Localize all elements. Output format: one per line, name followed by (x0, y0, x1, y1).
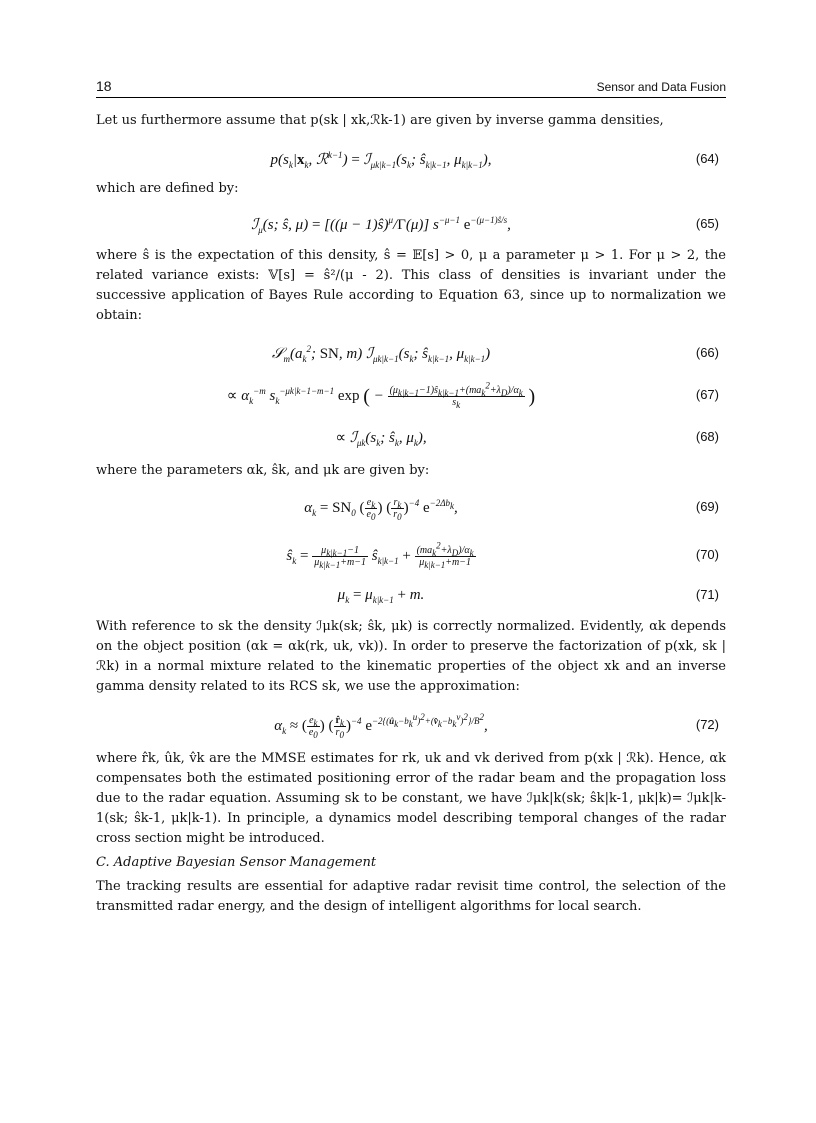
paragraph-2: which are defined by: (96, 181, 239, 196)
section-heading: C. Adaptive Bayesian Sensor Management (96, 855, 377, 870)
equation-number: (67) (695, 387, 719, 402)
equation-number: (66) (695, 345, 719, 360)
page-header (96, 78, 726, 98)
paragraph-4: where the parameters αk, ŝk, and μk are given by: (96, 463, 430, 478)
paragraph-3: where ŝ is the expectation of this density, ŝ = 𝔼[s] > 0, μ a parameter μ > 1. For μ > 2, the related variance exists: 𝕍[s] = ŝ²/(μ - 2). This class of densities is invariant under the successive application of Bayes Rule according to Equation 63, since up to normalization we obtain: (96, 248, 726, 323)
equation-72: $\alpha_k$ ≈ ( $\frac{e_k}{e_0}$ ) ( $\frac{r̂_k}{r_0}$ )$^{-4}$ $e^{-2\{(û_k-b_k^u)^2+(v̂_k-b_k^v)^2\}/B^2}$, (72) (274, 711, 719, 740)
equation-71: $\mu_k = \mu_{k|k-1} + m$. (71) (337, 587, 719, 605)
equation-number: (64) (695, 151, 719, 166)
equation-number: (72) (695, 717, 719, 732)
equation-68: ∝ $ℐ_{\mu k}(s_k$; $ŝ_k$, $\mu_k$), (68) (335, 428, 719, 448)
equation-66: $𝒮_m(a_k^2$; SN, m) $ℐ_{\mu k|k-1}(s_k$; $ŝ_{k|k-1}$, $\mu_{k|k-1}$) (66) (271, 344, 719, 364)
paragraph-6: where r̂k, ûk, v̂k are the MMSE estimates for rk, uk and vk derived from p(xk | ℛk). Hence, αk compensates both the estimated positioning error of the radar beam and the propagation loss due to the radar equation. Assuming sk to be constant, we have ℐμk|k(sk; ŝk|k-1, μk|k)= ℐμk|k-1(sk; ŝk-1, μk|k-1). In principle, a dynamics model describing temporal changes of the radar cross section might be introduced. (96, 751, 726, 846)
equation-67: ∝ $\alpha_k^{-m}$ $s_k^{-\mu k|k-1-m-1}$ exp ( − $\frac{(\mu_{k|k-1}-1)ŝ_{k|k-1}+(ma_k^2+\lambda_D)/\alpha_k}{s_k}$ ) (67) (226, 380, 719, 410)
equation-number: (69) (695, 499, 719, 514)
paragraph-7: The tracking results are essential for adaptive radar revisit time control, the selection of the transmitted radar energy, and the design of intelligent algorithms for local search. (96, 879, 726, 914)
equation-number: (68) (695, 429, 719, 444)
equation-70: $ŝ_k$ = $\frac{\mu_{k|k-1}-1}{\mu_{k|k-1}+m-1}$ $ŝ_{k|k-1}$ + $\frac{(ma_k^2+\lambda_D)/\alpha_k}{\mu_{k|k-1}+m-1}$ (70) (286, 540, 719, 570)
equation-number: (65) (695, 216, 719, 231)
equation-69: $\alpha_k = SN_0$ ( $\frac{e_k}{e_0}$ ) ( $\frac{r_k}{r_0}$ )$^{-4}$ $e^{-2\Delta b_k}$, (69) (304, 497, 719, 522)
running-title: Sensor and Data Fusion (596, 80, 726, 94)
equation-number: (71) (695, 587, 719, 602)
page-number: 18 (96, 78, 112, 94)
paragraph-1: Let us furthermore assume that p(sk | xk,ℛk-1) are given by inverse gamma densities, (96, 113, 664, 128)
equation-number: (70) (695, 547, 719, 562)
equation-65: ℐ$_\mu$(s; ŝ, μ) = [((μ − 1)ŝ)$^\mu$/Γ(μ)] $s^{-\mu-1}$ $e^{-(\mu-1)ŝ/s}$, (65) (251, 215, 719, 235)
equation-64: $p(s_k|x_k$, ℛ$^{k-1}$) = $ℐ_{\mu k|k-1}(s_k$; $ŝ_{k|k-1}$, $\mu_{k|k-1}$), (64) (270, 150, 719, 170)
page (96, 78, 726, 917)
paragraph-5: With reference to sk the density ℐμk(sk; ŝk, μk) is correctly normalized. Evidently, αk depends on the object position (αk = αk(rk, uk, vk)). In order to preserve the factorization of p(xk, sk | ℛk) in a normal mixture related to the kinematic properties of the object xk and an inverse gamma density related to its RCS sk, we use the approximation: (96, 619, 726, 694)
